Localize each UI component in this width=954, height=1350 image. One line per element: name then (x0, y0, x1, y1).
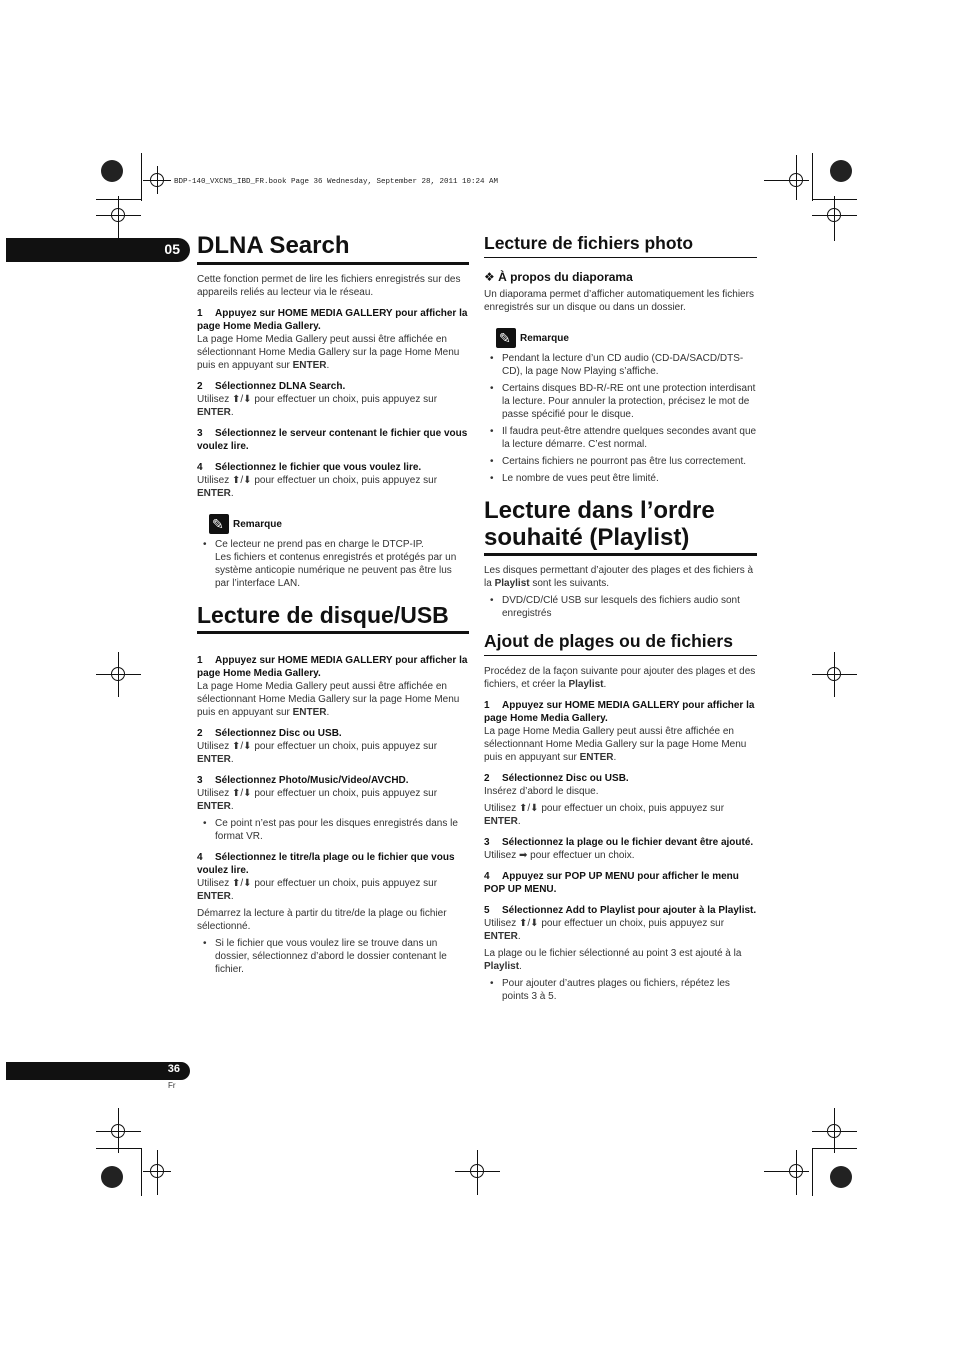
disc-step-2: 2 Sélectionnez Disc ou USB. (197, 728, 342, 739)
dlna-step-3: 3 Sélectionnez le serveur contenant le fichier que vous voulez lire. (197, 428, 468, 452)
page-number: 36 (167, 1063, 180, 1075)
page-number-bar (6, 1062, 190, 1080)
disc-step-2-text: Utilisez ⬆/⬇ pour effectuer un choix, puis appuyez sur ENTER. (197, 741, 438, 765)
add-step-1: 1 Appuyez sur HOME MEDIA GALLERY pour afficher la page Home Media Gallery. (484, 700, 755, 724)
disc-step-3: 3 Sélectionnez Photo/Music/Video/AVCHD. (197, 775, 409, 786)
photo-notes (484, 352, 757, 485)
add-step-5-text: Utilisez ⬆/⬇ pour effectuer un choix, puis appuyez sur ENTER. (484, 918, 725, 942)
photo-title: Lecture de fichiers photo (484, 232, 757, 258)
dlna-remark: ✎ Remarque (209, 514, 469, 534)
list-item: • Si le fichier que vous voulez lire se trouve dans un dossier, sélectionnez d’abord le dossier contenant le fichier. (197, 937, 469, 976)
list-item: • Ce lecteur ne prend pas en charge le DTCP-IP. Les fichiers et contenus enregistrés et protégés par un système anticopie numérique ne peuvent pas être lus par l’interface LAN. (197, 538, 469, 590)
list-item: • Il faudra peut-être attendre quelques secondes avant que la lecture démarre. C’est normal. (484, 425, 757, 451)
pencil-note-icon (209, 514, 229, 534)
dlna-step-2-text: Utilisez ⬆/⬇ pour effectuer un choix, puis appuyez sur ENTER. (197, 394, 438, 418)
dlna-step-1-text: La page Home Media Gallery peut aussi être affichée en sélectionnant Home Media Gallery sur la page Home Menu puis en appuyant sur ENTER. (197, 334, 460, 371)
photo-text: Un diaporama permet d’afficher automatiquement les fichiers enregistrés sur un disque ou dans un dossier. (484, 289, 754, 313)
left-column (197, 232, 469, 980)
disc-step-4-text: Utilisez ⬆/⬇ pour effectuer un choix, puis appuyez sur ENTER. (197, 878, 438, 902)
add-step-3-text: Utilisez ➡ pour effectuer un choix. (484, 850, 635, 861)
dlna-notes (197, 538, 469, 590)
list-item: • Le nombre de vues peut être limité. (484, 472, 757, 485)
add-step-1-text: La page Home Media Gallery peut aussi être affichée en sélectionnant Home Media Gallery sur la page Home Menu puis en appuyant sur ENTER. (484, 726, 747, 763)
disc-step-3-text: Utilisez ⬆/⬇ pour effectuer un choix, puis appuyez sur ENTER. (197, 788, 438, 812)
dlna-step-1: 1 Appuyez sur HOME MEDIA GALLERY pour afficher la page Home Media Gallery. (197, 308, 468, 332)
disc-step-1-text: La page Home Media Gallery peut aussi être affichée en sélectionnant Home Media Gallery sur la page Home Menu puis en appuyant sur ENTER. (197, 681, 460, 718)
dlna-intro: Cette fonction permet de lire les fichiers enregistrés sur des appareils reliés au lecteur via le réseau. (197, 274, 461, 298)
add-step-3: 3 Sélectionnez la plage ou le fichier devant être ajouté. (484, 837, 754, 848)
disc-step-4: 4 Sélectionnez le titre/la plage ou le fichier que vous voulez lire. (197, 852, 455, 876)
print-header: BDP-140_VXCN5_IBD_FR.book Page 36 Wednesday, September 28, 2011 10:24 AM (174, 178, 499, 186)
dlna-step-4-text: Utilisez ⬆/⬇ pour effectuer un choix, puis appuyez sur ENTER. (197, 475, 438, 499)
add-step-5: 5 Sélectionnez Add to Playlist pour ajouter à la Playlist. (484, 905, 757, 916)
list-item: • Certains disques BD-R/-RE ont une protection interdisant la lecture. Pour annuler la protection, précisez le mot de passe spécifié pour le disque. (484, 382, 757, 421)
disc-step-1: 1 Appuyez sur HOME MEDIA GALLERY pour afficher la page Home Media Gallery. (197, 655, 468, 679)
photo-remark: ✎ Remarque (496, 328, 757, 348)
photo-subtitle: ❖ À propos du diaporama (484, 270, 633, 284)
add-after: La plage ou le fichier sélectionné au point 3 est ajouté à la Playlist. (484, 948, 742, 972)
dlna-step-4: 4 Sélectionnez le fichier que vous voulez lire. (197, 462, 422, 473)
disc-title: Lecture de disque/USB (197, 602, 469, 634)
add-step-2-use: Utilisez ⬆/⬇ pour effectuer un choix, puis appuyez sur ENTER. (484, 803, 725, 827)
add-step-4: 4 Appuyez sur POP UP MENU pour afficher le menu POP UP MENU. (484, 871, 739, 895)
chapter-number: 05 (164, 241, 180, 257)
disc-step-4-after: Démarrez la lecture à partir du titre/de la plage ou fichier sélectionné. (197, 908, 447, 932)
add-intro: Procédez de la façon suivante pour ajouter des plages et des fichiers, et créer la Playlist. (484, 666, 756, 690)
chapter-tab (6, 238, 190, 262)
right-column (484, 232, 757, 1007)
list-item: • DVD/CD/Clé USB sur lesquels des fichiers audio sont enregistrés (484, 594, 757, 620)
add-title: Ajout de plages ou de fichiers (484, 630, 757, 656)
add-step-2-text: Insérez d’abord le disque. (484, 786, 599, 797)
list-item: • Pour ajouter d’autres plages ou fichiers, répétez les points 3 à 5. (484, 977, 757, 1003)
page-language: Fr (168, 1081, 176, 1090)
list-item: • Ce point n’est pas pour les disques enregistrés dans le format VR. (197, 817, 469, 843)
playlist-title: Lecture dans l’ordre souhaité (Playlist) (484, 497, 757, 556)
dlna-step-2: 2 Sélectionnez DLNA Search. (197, 381, 346, 392)
list-item: • Pendant la lecture d’un CD audio (CD-DA/SACD/DTS-CD), la page Now Playing s’affiche. (484, 352, 757, 378)
add-step-2: 2 Sélectionnez Disc ou USB. (484, 773, 629, 784)
playlist-intro: Les disques permettant d’ajouter des plages et des fichiers à la Playlist sont les suivants. (484, 565, 754, 589)
list-item: • Certains fichiers ne pourront pas être lus correctement. (484, 455, 757, 468)
dlna-title: DLNA Search (197, 232, 469, 265)
pencil-note-icon (496, 328, 516, 348)
